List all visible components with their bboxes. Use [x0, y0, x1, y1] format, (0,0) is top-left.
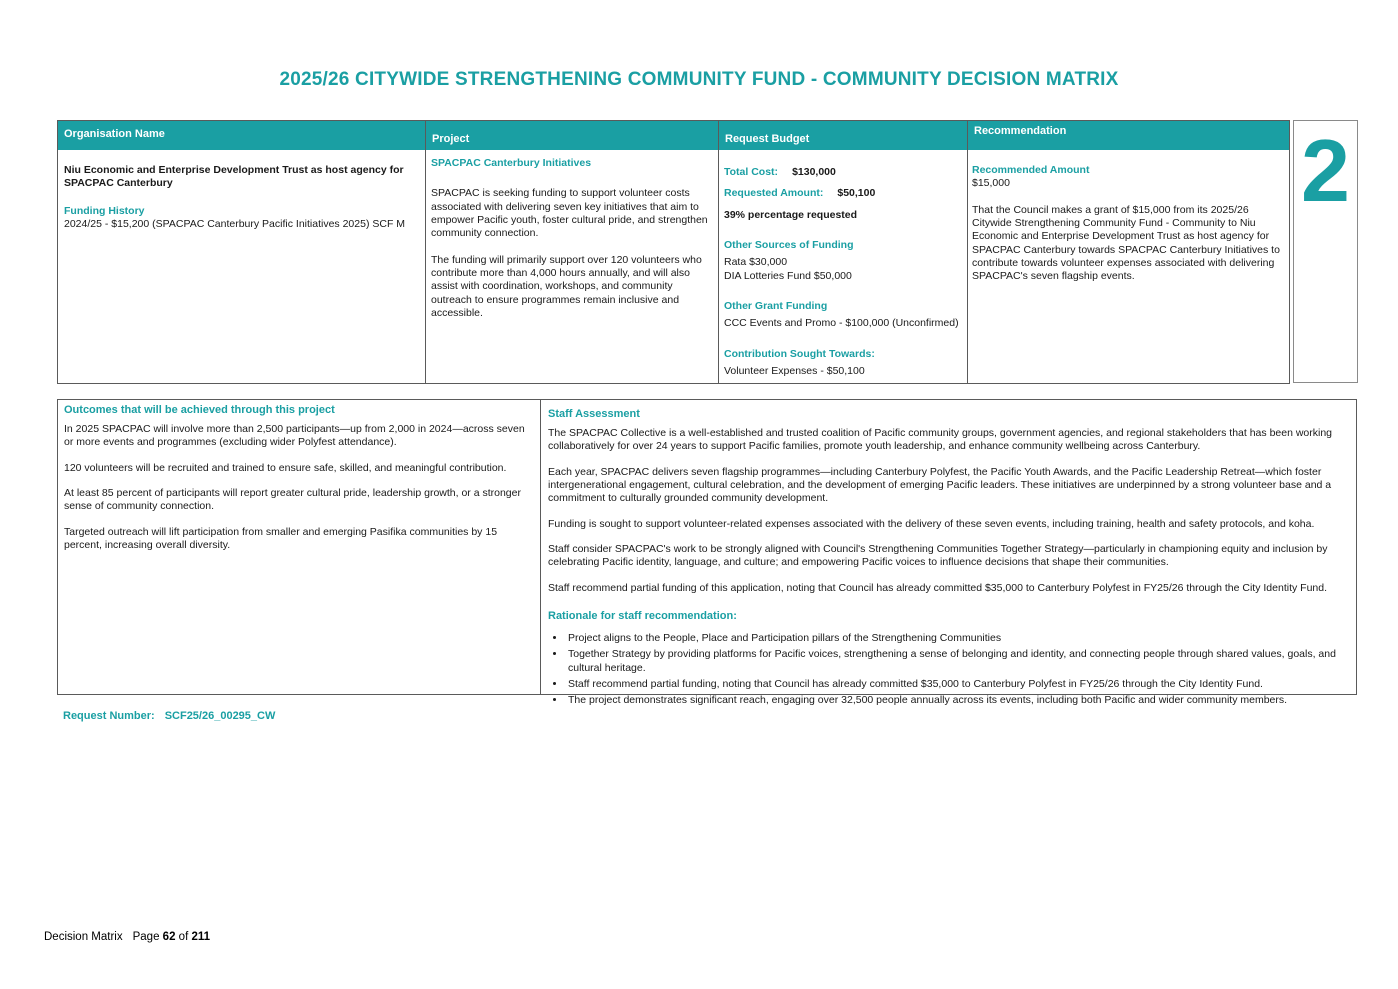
- rationale-bullet: • The project demonstrates significant reach, engaging over 32,500 people annually across its events, including both Pacific and wider community members.: [566, 694, 1346, 707]
- other-source-item: Rata $30,000: [724, 256, 788, 269]
- table-header-row: [58, 121, 1289, 150]
- requested-amount-value: $50,100: [837, 187, 876, 200]
- staff-assessment-heading: Staff Assessment: [548, 408, 640, 420]
- priority-number-box: [1293, 120, 1358, 383]
- column-header-organisation: Organisation Name: [58, 121, 426, 150]
- outcomes-paragraph: At least 85 percent of participants will report greater cultural pride, leadership growth, or a stronger sense of community connection.: [64, 486, 521, 513]
- assessment-box: [57, 399, 1357, 707]
- other-grant-value: CCC Events and Promo - $100,000 (Unconfirmed): [724, 317, 959, 330]
- other-sources-label: Other Sources of Funding: [724, 238, 854, 251]
- outcomes-paragraph: 120 volunteers will be recruited and trained to ensure safe, skilled, and meaningful contribution.: [64, 461, 507, 474]
- outcomes-heading: Outcomes that will be achieved through this project: [64, 404, 335, 416]
- column-header-request-budget: Request Budget: [719, 121, 968, 150]
- request-number: [63, 710, 275, 722]
- recommendation-cell: [968, 150, 1289, 383]
- recommendation-text: That the Council makes a grant of $15,000 from its 2025/26 Citywide Strengthening Community Fund - Community to Niu Economic and Enterprise Development Trust as host agency for SPACPAC Canterbury towards SPACPAC Canterbury Initiatives to contribute towards volunteer expenses associated with delivering SPACPAC's seven flagship events.: [972, 203, 1280, 283]
- staff-paragraph: Each year, SPACPAC delivers seven flagship programmes—including Canterbury Polyfest, the Pacific Youth Awards, and the Pacific Leadership Retreat—which foster intergenerational engagement, cultural celebration, and the development of emerging Pacific leaders. These initiatives are underpinned by a strong volunteer base and a commitment to culturally grounded community development.: [548, 465, 1332, 505]
- percentage-requested: 39% percentage requested: [724, 208, 858, 221]
- other-grant-label: Other Grant Funding: [724, 299, 828, 312]
- rationale-heading: Rationale for staff recommendation:: [548, 609, 737, 622]
- page-title: 2025/26 CITYWIDE STRENGTHENING COMMUNITY FUND - COMMUNITY DECISION MATRIX: [279, 69, 1119, 90]
- request-number-label: Request Number:: [63, 710, 155, 722]
- footer-of-label: of: [178, 931, 189, 943]
- decision-matrix-table: [57, 120, 1290, 384]
- column-header-project: Project: [426, 121, 719, 150]
- staff-paragraph: Staff recommend partial funding of this application, noting that Council has already committed $35,000 to Canterbury Polyfest in FY25/26 through the City Identity Fund.: [548, 581, 1327, 594]
- project-paragraph: SPACPAC is seeking funding to support volunteer costs associated with delivering seven key initiatives that aim to empower Pacific youth, foster cultural pride, and strengthen community connection.: [431, 187, 708, 240]
- total-cost-value: $130,000: [792, 166, 836, 178]
- request-budget-cell: [719, 150, 968, 383]
- staff-paragraph: The SPACPAC Collective is a well-established and trusted coalition of Pacific community groups, government agencies, and regional stakeholders that has been working collaboratively for over 24 years to support Pacific families, promote youth leadership, and enhance community wellbeing across Canterbury.: [548, 426, 1333, 453]
- organisation-name: Niu Economic and Enterprise Development Trust as host agency for SPACPAC Canterbury: [64, 164, 404, 190]
- contribution-sought-value: Volunteer Expenses - $50,100: [724, 364, 865, 377]
- footer-doc-label: Decision Matrix: [44, 931, 123, 943]
- rationale-bullet: • Staff recommend partial funding, noting that Council has already committed $35,000 to Canterbury Polyfest in FY25/26 through the City Identity Fund.: [566, 678, 1346, 691]
- staff-paragraph: Staff consider SPACPAC's work to be strongly aligned with Council's Strengthening Communities Together Strategy—particularly in championing equity and inclusion by celebrating Pacific identity, language, and culture; and empowering Pacific voices to influence decisions that shape their communities.: [548, 542, 1328, 569]
- total-cost-line: [724, 166, 960, 179]
- footer-page-total: 211: [191, 931, 211, 943]
- organisation-cell: [58, 150, 426, 383]
- recommended-amount-value: $15,000: [972, 177, 1010, 190]
- total-cost-label: Total Cost:: [724, 166, 779, 178]
- footer-page-label: Page: [132, 931, 160, 943]
- project-paragraph: The funding will primarily support over 120 volunteers who contribute more than 4,000 hours annually, and will also assist with coordination, workshops, and community outreach to ensure programmes remain inclusive and accessible.: [431, 253, 702, 319]
- contribution-sought-label: Contribution Sought Towards:: [724, 347, 875, 360]
- rationale-bullet: • Project aligns to the People, Place and Participation pillars of the Strengthening Communities: [566, 632, 1346, 645]
- footer-page-number: 62: [162, 931, 176, 943]
- column-header-recommendation: Recommendation: [974, 125, 1067, 137]
- outcomes-paragraph: Targeted outreach will lift participation from smaller and emerging Pasifika communities by 15 percent, increasing overall diversity.: [64, 525, 498, 551]
- outcomes-paragraph: In 2025 SPACPAC will involve more than 2,500 participants—up from 2,000 in 2024—across seven or more events and programmes (excluding wider Polyfest attendance).: [64, 422, 525, 449]
- page-footer: [44, 931, 210, 943]
- table-body-row: [58, 150, 1289, 383]
- staff-paragraph: Funding is sought to support volunteer-related expenses associated with the delivery of these seven events, including training, health and safety protocols, and koha.: [548, 517, 1315, 530]
- project-cell: [426, 150, 719, 383]
- funding-history-label: Funding History: [64, 204, 145, 217]
- funding-history-value: 2024/25 - $15,200 (SPACPAC Canterbury Pacific Initiatives 2025) SCF M: [64, 217, 406, 230]
- rationale-bullet-list: [566, 632, 1346, 708]
- requested-amount-line: [724, 187, 960, 200]
- request-number-value: SCF25/26_00295_CW: [164, 710, 276, 722]
- project-title: SPACPAC Canterbury Initiatives: [431, 157, 592, 169]
- staff-assessment-panel: [541, 400, 1356, 707]
- recommended-amount-label: Recommended Amount: [972, 164, 1090, 176]
- priority-number: 2: [1301, 121, 1350, 220]
- rationale-bullet: • Together Strategy by providing platforms for Pacific voices, strengthening a sense of belonging and identity, and connecting people through shared values, goals, and cultural heritage.: [566, 648, 1346, 675]
- requested-amount-label: Requested Amount:: [724, 187, 824, 200]
- other-source-item: DIA Lotteries Fund $50,000: [724, 269, 852, 282]
- outcomes-panel: [58, 400, 541, 694]
